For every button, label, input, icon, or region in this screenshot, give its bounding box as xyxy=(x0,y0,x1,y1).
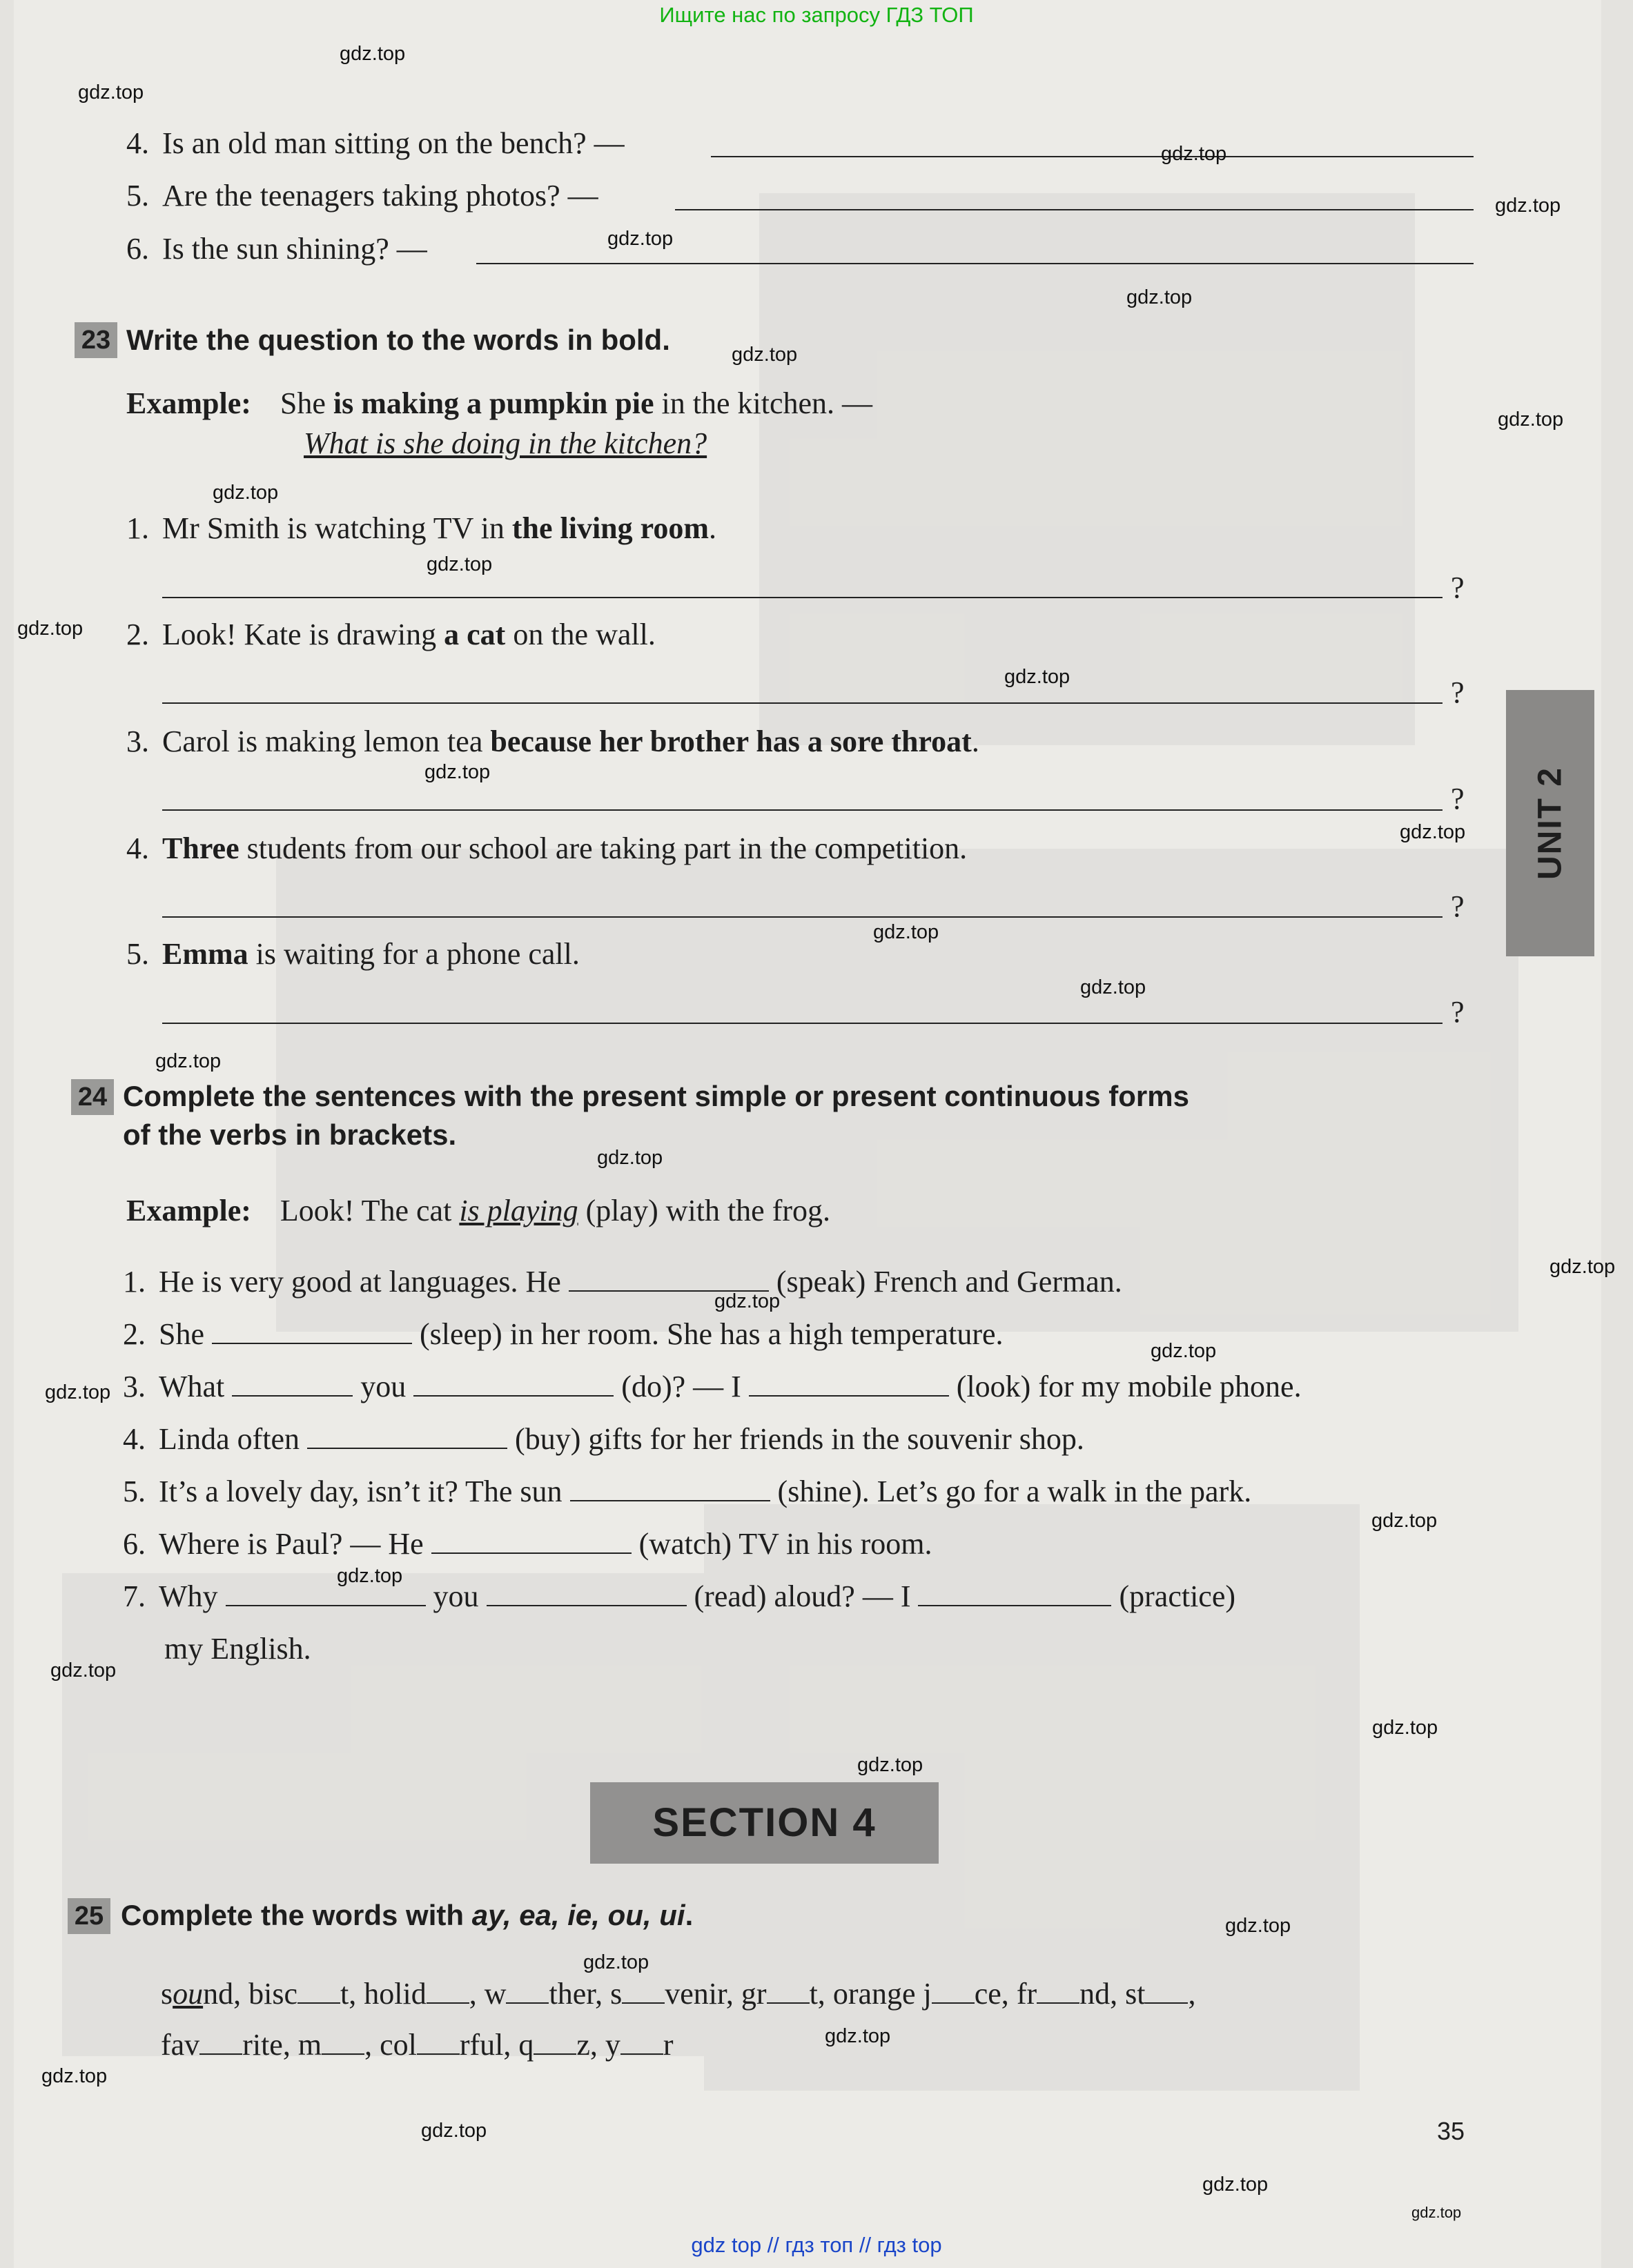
watermark: gdz.top xyxy=(857,1754,923,1776)
answer-blank[interactable] xyxy=(749,1369,949,1397)
unit-tab xyxy=(1506,690,1594,956)
question-mark: ? xyxy=(1451,571,1465,604)
watermark: gdz.top xyxy=(1126,286,1193,308)
question-mark: ? xyxy=(1451,782,1465,816)
watermark: gdz.top xyxy=(1371,1510,1438,1532)
section-heading xyxy=(590,1782,939,1864)
watermark: gdz.top xyxy=(714,1290,781,1312)
ex23-item-5: 5. Emma is waiting for a phone call. xyxy=(126,937,580,971)
answer-blank[interactable] xyxy=(307,1421,507,1449)
watermark: gdz.top xyxy=(607,228,674,250)
show-through-table xyxy=(759,193,1415,745)
ex23-item-1: 1. Mr Smith is watching TV in the living room. xyxy=(126,511,717,545)
watermark: gdz.top xyxy=(45,1381,111,1403)
section-heading-text: SECTION 4 xyxy=(652,1800,877,1845)
ex24-item-3: 3. What you (do)? — I (look) for my mobile phone. xyxy=(123,1370,1302,1403)
watermark: gdz.top xyxy=(340,43,406,65)
answer-line[interactable] xyxy=(162,916,1443,918)
answer-blank[interactable] xyxy=(534,2027,576,2055)
watermark: gdz.top xyxy=(1372,1717,1438,1739)
watermark: gdz.top xyxy=(597,1147,663,1169)
answer-blank[interactable] xyxy=(417,2027,460,2055)
answer-blank[interactable] xyxy=(322,2027,364,2055)
answer-line[interactable] xyxy=(711,156,1474,157)
question-mark: ? xyxy=(1451,995,1465,1029)
watermark: gdz.top xyxy=(50,1659,117,1682)
question-mark: ? xyxy=(1451,889,1465,923)
ex23-item-3: 3. Carol is making lemon tea because her brother has a sore throat. xyxy=(126,724,979,758)
watermark: gdz.top xyxy=(213,482,279,504)
watermark: gdz.top xyxy=(155,1050,222,1072)
ex24-item-2: 2. She (sleep) in her room. She has a high temperature. xyxy=(123,1317,1004,1351)
answer-line[interactable] xyxy=(162,702,1443,704)
example-line: Example: Look! The cat is playing (play) with the frog. xyxy=(126,1194,830,1227)
ex25-words-line-2: fav rite, m , col rful, q z, y r xyxy=(161,2028,674,2062)
watermark: gdz.top xyxy=(1225,1915,1291,1937)
ex24-item-7: 7. Why you (read) aloud? — I (practice) xyxy=(123,1579,1236,1613)
answer-blank[interactable] xyxy=(413,1369,614,1397)
bottom-banner: gdz top // гдз топ // гдз top xyxy=(691,2233,942,2257)
watermark: gdz.top xyxy=(1151,1340,1217,1362)
ex24-item-7-cont: my English. xyxy=(164,1632,311,1666)
answer-blank[interactable] xyxy=(297,1976,340,2004)
answer-blank[interactable] xyxy=(569,1264,769,1292)
answer-blank[interactable] xyxy=(1145,1976,1188,2004)
ex24-item-4: 4. Linda often (buy) gifts for her friends in the souvenir shop. xyxy=(123,1422,1084,1456)
example-line: Example: She is making a pumpkin pie in the kitchen. — xyxy=(126,386,873,420)
answer-line[interactable] xyxy=(162,597,1443,598)
top-banner: Ищите нас по запросу ГДЗ ТОП xyxy=(659,3,974,27)
watermark: gdz.top xyxy=(41,2065,108,2087)
exercise-number: 25 xyxy=(68,1898,110,1934)
prev-item-6: 6. Is the sun shining? — xyxy=(126,232,427,266)
answer-blank[interactable] xyxy=(232,1369,353,1397)
watermark: gdz.top xyxy=(1498,408,1564,431)
question-mark: ? xyxy=(1451,676,1465,709)
watermark: gdz.top xyxy=(1400,821,1466,843)
watermark: gdz.top xyxy=(427,553,493,575)
watermark: gdz.top xyxy=(1549,1256,1616,1278)
answer-line[interactable] xyxy=(476,263,1474,264)
ex24-item-6: 6. Where is Paul? — He (watch) TV in his room. xyxy=(123,1527,932,1561)
watermark: gdz.top xyxy=(78,81,144,103)
answer-blank[interactable] xyxy=(487,1579,687,1606)
exercise-title-line-1: Complete the sentences with the present simple or present continuous forms xyxy=(123,1080,1189,1112)
watermark: gdz.top xyxy=(1495,195,1561,217)
answer-blank[interactable] xyxy=(918,1579,1111,1606)
answer-blank[interactable] xyxy=(932,1976,975,2004)
answer-blank[interactable] xyxy=(199,2027,242,2055)
ex24-item-1: 1. He is very good at languages. He (speak) French and German. xyxy=(123,1265,1122,1299)
ex25-words-line-1: sound, bisc t, holid , w ther, s venir, gr t, orange j ce, fr nd, st , xyxy=(161,1977,1196,2011)
ex24-item-5: 5. It’s a lovely day, isn’t it? The sun (shine). Let’s go for a walk in the park. xyxy=(123,1475,1252,1508)
answer-blank[interactable] xyxy=(767,1976,810,2004)
answer-blank[interactable] xyxy=(620,2027,663,2055)
ex23-item-4: 4. Three students from our school are taking part in the competition. xyxy=(126,831,968,865)
exercise-title: Complete the words with ay, ea, ie, ou, ui. xyxy=(121,1899,694,1931)
exercise-title-line-2: of the verbs in brackets. xyxy=(123,1118,457,1151)
answer-line[interactable] xyxy=(162,1023,1443,1024)
watermark: gdz.top xyxy=(732,344,798,366)
watermark: gdz.top xyxy=(1202,2173,1269,2196)
answer-blank[interactable] xyxy=(212,1317,412,1344)
answer-blank[interactable] xyxy=(506,1976,549,2004)
answer-blank[interactable] xyxy=(622,1976,665,2004)
unit-tab-label: UNIT 2 xyxy=(1532,766,1569,880)
watermark: gdz.top xyxy=(1411,2204,1462,2221)
answer-line[interactable] xyxy=(162,809,1443,811)
example-answer: What is she doing in the kitchen? xyxy=(304,426,707,460)
page-number: 35 xyxy=(1437,2117,1465,2145)
watermark: gdz.top xyxy=(873,921,939,943)
watermark: gdz.top xyxy=(421,2120,487,2142)
watermark: gdz.top xyxy=(1004,666,1070,688)
answer-line[interactable] xyxy=(675,209,1474,210)
answer-blank[interactable] xyxy=(427,1976,469,2004)
prev-item-4: 4. Is an old man sitting on the bench? — xyxy=(126,126,625,160)
exercise-number: 23 xyxy=(75,322,117,358)
watermark: gdz.top xyxy=(1161,143,1227,165)
ex23-item-2: 2. Look! Kate is drawing a cat on the wall. xyxy=(126,618,656,651)
watermark: gdz.top xyxy=(424,761,491,783)
watermark: gdz.top xyxy=(17,618,84,640)
watermark: gdz.top xyxy=(825,2025,891,2047)
watermark: gdz.top xyxy=(583,1951,649,1973)
answer-blank[interactable] xyxy=(570,1474,770,1501)
watermark: gdz.top xyxy=(1080,976,1146,998)
answer-blank[interactable] xyxy=(431,1526,632,1554)
watermark: gdz.top xyxy=(337,1565,403,1587)
exercise-title: Write the question to the words in bold. xyxy=(126,324,670,356)
answer-blank[interactable] xyxy=(1037,1976,1079,2004)
prev-item-5: 5. Are the teenagers taking photos? — xyxy=(126,179,598,213)
exercise-number: 24 xyxy=(71,1079,114,1115)
